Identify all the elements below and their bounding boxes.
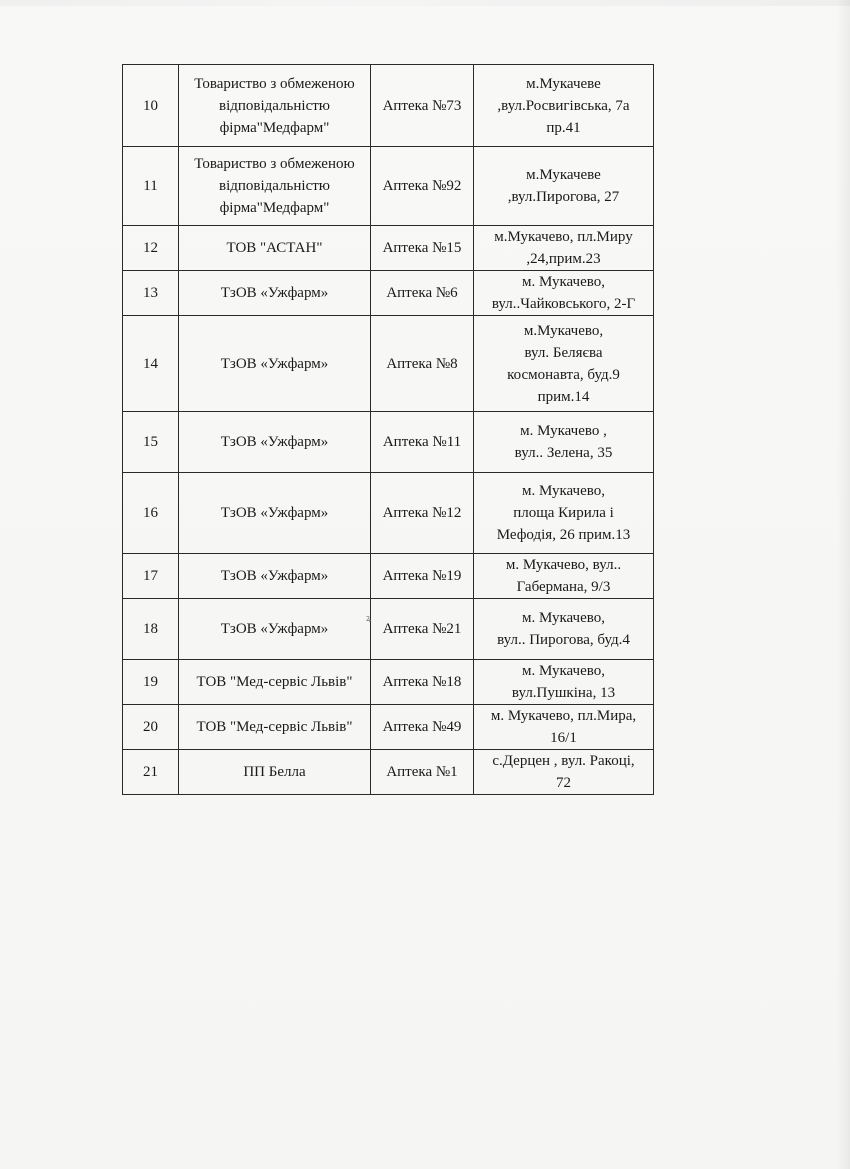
table-row (123, 750, 654, 795)
pharmacy-cell (371, 316, 474, 412)
row-number (123, 412, 179, 473)
organization-line: фірма"Медфарм" (219, 200, 330, 216)
address-cell (474, 660, 654, 705)
organization-line: ТзОВ «Ужфарм» (220, 621, 329, 637)
row-number (123, 316, 179, 412)
row-number-text: 19 (143, 674, 158, 690)
organization-cell (179, 147, 371, 226)
address-line: космонавта, буд.9 (507, 366, 620, 383)
address-line: вул.. Зелена, 35 (514, 445, 613, 461)
organization-line: ТзОВ «Ужфарм» (220, 355, 329, 372)
organization-cell (179, 65, 371, 147)
organization-line: фірма"Медфарм" (219, 119, 330, 136)
row-number (123, 750, 179, 795)
pharmacy-cell (371, 705, 474, 750)
row-number-text: 16 (143, 505, 158, 521)
address-line: с.Дерцен , вул. Ракоці, (492, 753, 635, 769)
organization-line: ТзОВ «Ужфарм» (220, 434, 329, 450)
organization-line: Товариство з обмеженою (194, 75, 355, 92)
table-row (123, 412, 654, 473)
address-line: пр.41 (546, 119, 581, 136)
organization-cell (179, 473, 371, 554)
address-line: Мефодія, 26 прим.13 (496, 527, 631, 543)
organization-line: ТОВ "Мед-сервіс Львів" (196, 719, 353, 735)
pharmacy-name: Аптека №6 (386, 285, 458, 301)
organization-cell (179, 750, 371, 795)
margin-mark: ꝝ (366, 613, 372, 623)
address-line: ,вул.Пирогова, 27 (507, 189, 620, 205)
pharmacy-name: Аптека №19 (382, 568, 462, 584)
organization-cell (179, 660, 371, 705)
pharmacy-name: Аптека №11 (382, 434, 462, 450)
address-cell (474, 147, 654, 226)
pharmacy-name: Аптека №92 (382, 178, 462, 194)
address-line: м. Мукачево, вул.. (505, 557, 622, 573)
pharmacy-name: Аптека №73 (382, 97, 462, 114)
table-row (123, 705, 654, 750)
row-number (123, 599, 179, 660)
address-line: м. Мукачево, (521, 663, 605, 679)
address-cell (474, 271, 654, 316)
organization-line: відповідальністю (218, 97, 331, 114)
organization-line: ТзОВ «Ужфарм» (220, 568, 329, 584)
pharmacy-name: Аптека №15 (382, 240, 462, 256)
table-row (123, 660, 654, 705)
table-row (123, 271, 654, 316)
organization-cell (179, 705, 371, 750)
table-row (123, 473, 654, 554)
pharmacy-name: Аптека №1 (386, 764, 458, 780)
row-number (123, 271, 179, 316)
row-number-text: 10 (143, 97, 158, 114)
pharmacy-name: Аптека №18 (382, 674, 462, 690)
pharmacy-cell (371, 554, 474, 599)
table-row (123, 599, 654, 660)
pharmacy-cell (371, 473, 474, 554)
address-cell (474, 316, 654, 412)
row-number (123, 660, 179, 705)
address-line: площа Кирила і (513, 505, 614, 521)
address-line: м. Мукачево, (521, 483, 605, 499)
address-line: м. Мукачево, (521, 274, 605, 290)
organization-cell (179, 412, 371, 473)
row-number (123, 226, 179, 271)
organization-line: ПП Белла (243, 764, 306, 780)
address-cell (474, 599, 654, 660)
organization-line: ТзОВ «Ужфарм» (220, 285, 329, 301)
address-line: 16/1 (550, 730, 577, 746)
organization-line: ТОВ "АСТАН" (226, 240, 323, 256)
table-row (123, 65, 654, 147)
row-number (123, 554, 179, 599)
address-line: 72 (556, 775, 571, 791)
pharmacy-name: Аптека №49 (382, 719, 462, 735)
organization-cell (179, 271, 371, 316)
address-line: м.Мукачево, (523, 322, 604, 339)
pharmacy-cell (371, 65, 474, 147)
table-row (123, 554, 654, 599)
address-cell (474, 226, 654, 271)
pharmacy-cell (371, 271, 474, 316)
address-cell (474, 412, 654, 473)
table-row (123, 226, 654, 271)
address-line: м.Мукачеве (526, 75, 601, 92)
table-row (123, 147, 654, 226)
address-line: м.Мукачеве (526, 167, 601, 183)
row-number-text: 20 (143, 719, 158, 735)
organization-cell (179, 316, 371, 412)
organization-cell (179, 226, 371, 271)
pharmacy-cell (371, 412, 474, 473)
organization-line: ТзОВ «Ужфарм» (220, 505, 329, 521)
address-line: м. Мукачево , (520, 423, 607, 439)
pharmacy-cell (371, 750, 474, 795)
organization-line: ТОВ "Мед-сервіс Львів" (196, 674, 353, 690)
address-line: м. Мукачево, пл.Мира, (490, 708, 637, 724)
pharmacy-name: Аптека №21 (382, 621, 462, 637)
row-number-text: 21 (143, 764, 158, 780)
row-number (123, 473, 179, 554)
organization-cell (179, 599, 371, 660)
table-row (123, 316, 654, 412)
organization-line: відповідальністю (218, 178, 331, 194)
address-line: м. Мукачево, (521, 610, 605, 626)
address-cell (474, 65, 654, 147)
address-line: ,24,прим.23 (526, 251, 601, 267)
row-number-text: 18 (143, 621, 158, 637)
address-line: прим.14 (537, 388, 590, 405)
address-cell (474, 554, 654, 599)
row-number-text: 11 (143, 178, 158, 194)
address-line: вул. Беляєва (524, 344, 603, 361)
organization-line: Товариство з обмеженою (194, 156, 355, 172)
address-line: вул.Пушкіна, 13 (511, 685, 616, 701)
row-number-text: 13 (143, 285, 158, 301)
pharmacy-cell (371, 226, 474, 271)
address-line: вул.. Пирогова, буд.4 (497, 632, 630, 648)
pharmacy-cell (371, 660, 474, 705)
pharmacy-name: Аптека №12 (382, 505, 462, 521)
row-number (123, 65, 179, 147)
pharmacy-table (122, 64, 654, 795)
row-number (123, 147, 179, 226)
pharmacy-cell (371, 147, 474, 226)
address-cell (474, 750, 654, 795)
row-number-text: 14 (143, 355, 158, 372)
table-body (123, 65, 654, 795)
address-cell (474, 705, 654, 750)
row-number (123, 705, 179, 750)
pharmacy-cell (371, 599, 474, 660)
address-cell (474, 473, 654, 554)
row-number-text: 12 (143, 240, 158, 256)
row-number-text: 15 (143, 434, 158, 450)
scan-edge (0, 0, 850, 6)
row-number-text: 17 (143, 568, 158, 584)
address-line: Габермана, 9/3 (516, 579, 611, 595)
pharmacy-name: Аптека №8 (386, 355, 458, 372)
address-line: вул..Чайковського, 2-Г (491, 296, 636, 312)
organization-cell (179, 554, 371, 599)
address-line: ,вул.Росвигівська, 7а (497, 97, 630, 114)
address-line: м.Мукачево, пл.Миру (494, 229, 633, 245)
scan-shadow (836, 0, 850, 1169)
